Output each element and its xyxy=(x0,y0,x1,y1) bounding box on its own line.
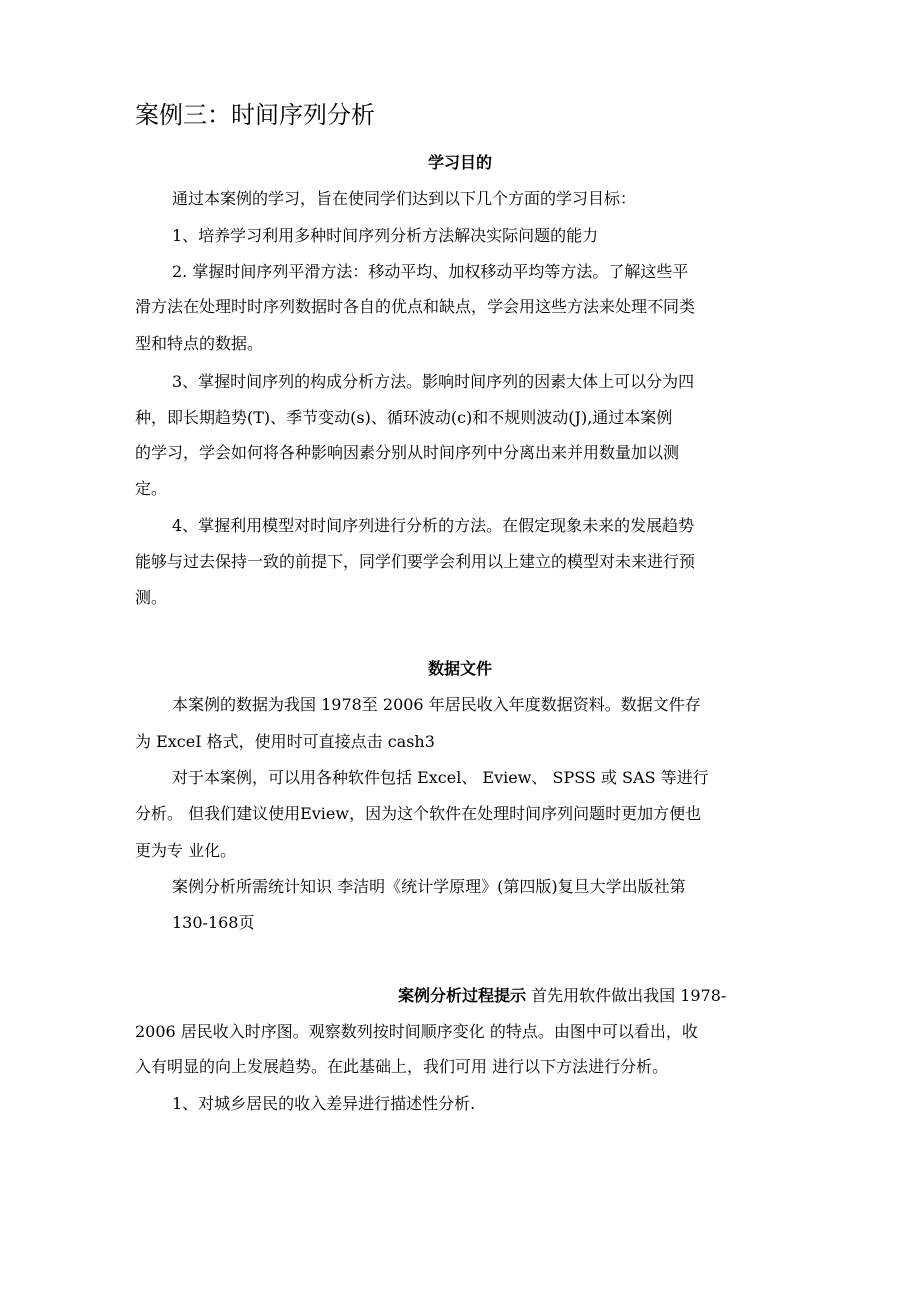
objective-item-2-line-1: 2. 掌握时间序列平滑方法：移动平均、加权移动平均等方法。了解这些平 xyxy=(172,262,689,281)
datafile-para-1-line-1: 本案例的数据为我国 1978至 2006 年居民收入年度数据资料。数据文件存 xyxy=(172,695,701,714)
objectives-intro: 通过本案例的学习，旨在使同学们达到以下几个方面的学习目标： xyxy=(172,189,637,208)
objectives-heading: 学习目的 xyxy=(427,153,492,172)
datafile-heading: 数据文件 xyxy=(427,659,492,678)
process-line-3: 入有明显的向上发展趋势。在此基础上，我们可用 进行以下方法进行分析。 xyxy=(135,1057,669,1076)
objective-item-2-line-2: 滑方法在处理时时序列数据时各自的优点和缺点，学会用这些方法来处理不同类 xyxy=(135,297,696,316)
datafile-para-2-line-2: 分析。 但我们建议使用Eview，因为这个软件在处理时间序列问题时更加方便也 xyxy=(135,804,702,823)
objective-item-3-line-4: 定。 xyxy=(135,479,168,498)
process-label: 案例分析过程提示 xyxy=(398,986,527,1005)
datafile-para-1-line-2: 为 ExceI 格式，使用时可直接点击 cash3 xyxy=(135,732,435,751)
process-item-1: 1、对城乡居民的收入差异进行描述性分析. xyxy=(172,1094,476,1113)
datafile-para-2-line-1: 对于本案例，可以用各种软件包括 Excel、 Eview、 SPSS 或 SAS 等进行 xyxy=(172,768,709,787)
objective-item-3-line-1: 3、掌握时间序列的构成分析方法。影响时间序列的因素大体上可以分为四 xyxy=(172,372,695,391)
datafile-para-3-line-1: 案例分析所需统计知识 李洁明《统计学原理》(第四版)复旦大学出版社第 xyxy=(172,877,686,896)
objective-item-3-line-2: 种，即长期趋势(T)、季节变动(s)、循环波动(c)和不规则波动(J),通过本案例 xyxy=(135,408,673,427)
datafile-para-2-line-3: 更为专 业化。 xyxy=(135,841,237,860)
objective-item-3-line-3: 的学习，学会如何将各种影响因素分别从时间序列中分离出来并用数量加以测 xyxy=(135,443,680,462)
objective-item-2-line-3: 型和特点的数据。 xyxy=(135,334,264,353)
datafile-para-3-line-2: 130-168页 xyxy=(172,913,255,932)
objective-item-4-line-2: 能够与过去保持一致的前提下，同学们要学会利用以上建立的模型对未来进行预 xyxy=(135,552,696,571)
process-line-2: 2006 居民收入时序图。观察数列按时间顺序变化 的特点。由图中可以看出，收 xyxy=(135,1022,698,1041)
objective-item-1: 1、培养学习利用多种时间序列分析方法解决实际问题的能力 xyxy=(172,226,599,245)
objective-item-4-line-1: 4、掌握利用模型对时间序列进行分析的方法。在假定现象未来的发展趋势 xyxy=(172,516,695,535)
page-title: 案例三：时间序列分析 xyxy=(135,101,375,129)
process-line-1-rest: 首先用软件做出我国 1978- xyxy=(526,986,727,1005)
objective-item-4-line-3: 测。 xyxy=(135,588,168,607)
process-first-line xyxy=(398,984,726,1008)
